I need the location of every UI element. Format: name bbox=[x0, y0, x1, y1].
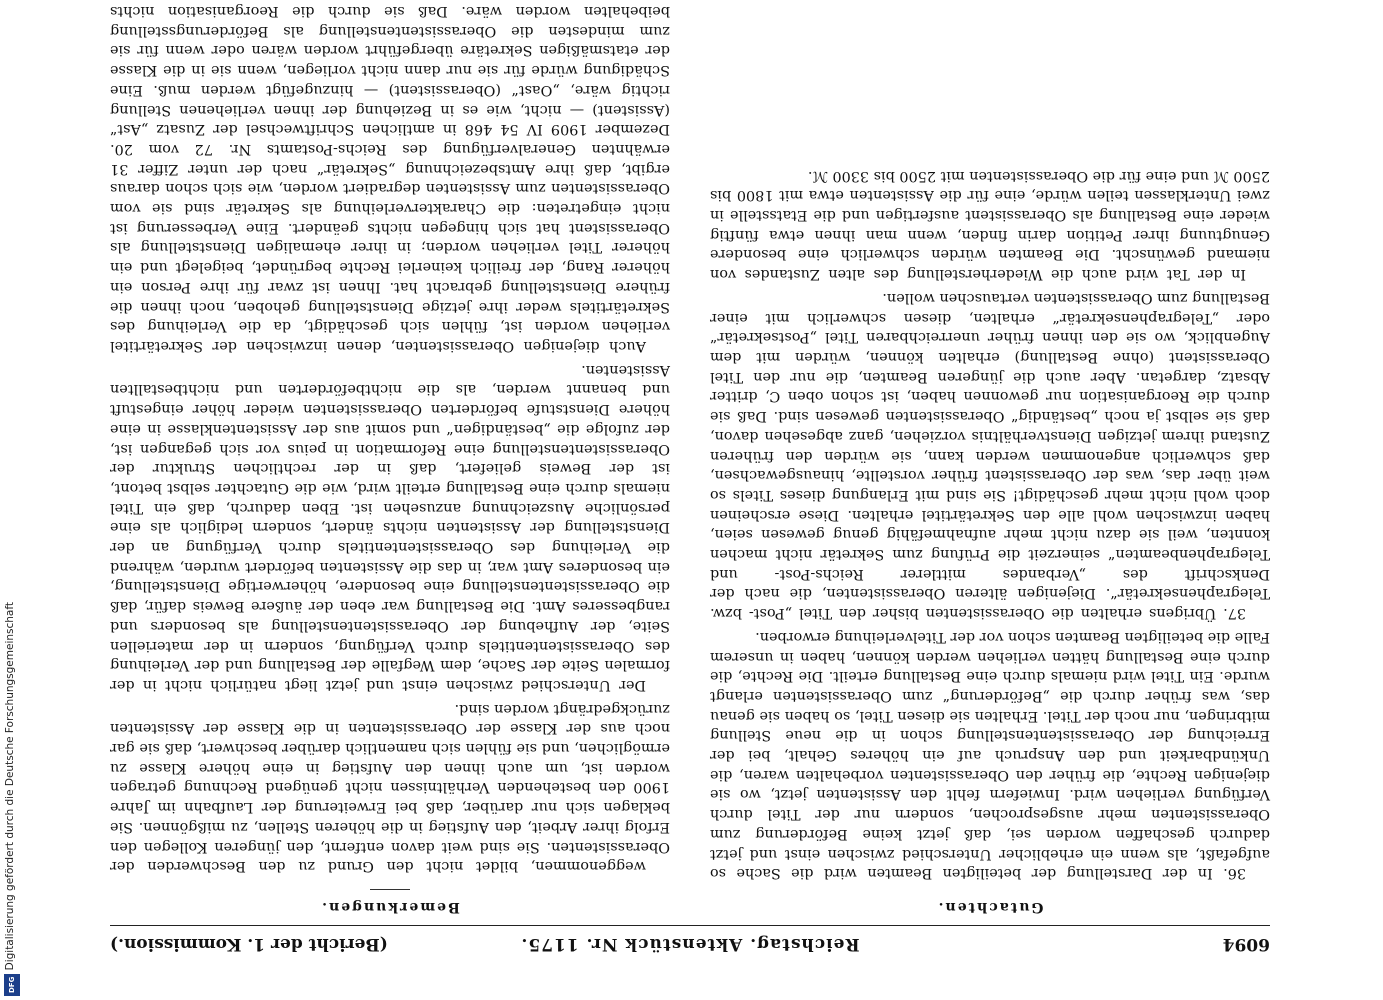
column-gutachten bbox=[710, 161, 1270, 916]
paragraph: 36. In der Darstellung der beteiligten Beamten wird die Sache so aufgefaßt, als wenn ein erheblicher Unterschied zwischen einst und jetzt dadurch geschaffen worden sei, daß jetzt keine Beförderung zum Oberassistenten mehr ausgesprochen, sondern nur der Titel durch Verfügung verliehen wird. Inwiefern fehlt den Assistenten jetzt, wo sie diejenigen Rechte, die früher den Oberassistenten vorbehalten waren, die Unkündbarkeit und den Anspruch auf ein höheres Gehalt, bei der Erreichung der Oberassistentenstellung schon in die neue Stellung mitbringen, nur noch der Titel. Erhalten sie diesen Titel, so haben sie genau das, was früher durch die „Beförderung“ zum Oberassistenten erlangt wurde. Ein Titel wird niemals durch eine Bestallung erteilt. Die Rechte, die durch eine Bestallung hätten verliehen werden können, haben in unserem Falle die beteiligten Beamten schon vor der Titelverleihung erworben. bbox=[710, 628, 1270, 882]
paragraph: In der Tat wird auch die Wiederherstellung des alten Zustandes von niemand gewünscht. Die Beamten würden schwerlich eine besondere Genugtuung ihrer Petition darin finden, wenn man ihnen etwa fünftig wieder eine Bestallung als Oberassistent ausfertigen und die Etatsstelle in zwei Unterklassen teilen würde, eine für die Assistenten etwa mit 1800 bis 2500 ℳ und eine für die Oberassistenten mit 2500 bis 3300 ℳ. bbox=[710, 167, 1270, 283]
column-heading bbox=[710, 896, 1270, 916]
page-number: 6094 bbox=[1222, 934, 1270, 954]
credit-text: Digitalisierung gefördert durch die Deutsche Forschungsgemeinschaft bbox=[4, 601, 16, 970]
heading-text: Bemerkungen. bbox=[320, 899, 460, 915]
paragraph: Auch diejenigen Oberassistenten, denen inzwischen der Sekretärtitel verliehen worden ist, fühlen sich geschädigt, da die Verleihung des Sekretärtitels weder ihre jetzige Dienststellung gehoben, noch ihnen die frühere Dienststellung gebracht hat. Ihnen ist zwar für ihre Person ein höherer Rang, der freilich keinerlei Rechte begründet, beigelegt und ein höherer Titel verliehen worden; in ihrer ehemaligen Dienststellung als Oberassistent hat sich hingegen nichts geändert. Eine Verbesserung ist nicht eingetreten: die Charakterverleihung als Sekretär sind sie vom Oberassistenten zum Assistenten degradiert worden, wie sich schon daraus ergibt, daß ihre Amtsbezeichnung „Sekretär“ nach der unter Ziffer 31 erwähnten Generalverfügung des Reichs-Postamts Nr. 72 vom 20. Dezember 1909 IV 54 468 in amtlichen Schriftwechsel der Zusatz „Ast“ (Assistent) — nicht, wie es in Beziehung der ihnen verliehenen Stellung richtig wäre, „Oast“ (Oberassistent) — hinzugefügt werden muß. Eine Schädigung würde für sie nur dann nicht vorliegen, wenn sie in die Klasse der etatsmäßigen Sekretäre übergeführt worden wären oder wenn für sie zum mindesten die Oberassistentenstellung als Beförderungsstellung beibehalten worden wäre. Daß sie durch die Reorganisation nichts bbox=[110, 3, 670, 355]
dfg-logo: DFG bbox=[4, 974, 20, 996]
column-heading bbox=[110, 889, 670, 916]
report-label: (Bericht der 1. Kommission.) bbox=[110, 934, 388, 954]
column-bemerkungen bbox=[110, 0, 670, 916]
heading-text: Gutachten. bbox=[936, 899, 1044, 915]
scanned-page bbox=[70, 0, 1310, 1000]
paragraph: weggenommen, bildet nicht den Grund zu den Beschwerden der Oberassistenten. Sie sind weit davon entfernt, den jüngeren Kollegen den Erfolg ihrer Arbeit, den Aufstieg in die höheren Stellen, zu mißgönnen. Sie beklagen sich nur darüber, daß bei Erweiterung der Laufbahn im Jahre 1900 den bestehenden Verhältnissen nicht genügend Rechnung getragen worden ist, um auch ihnen den Aufstieg in eine höhere Klasse zu ermöglichen, und sie fühlen sich namentlich darüber beschwert, daß sie gar noch aus der Klasse der Oberassistenten in die Klasse der Assistenten zurückgedrängt worden sind. bbox=[110, 700, 670, 875]
heading-rule bbox=[370, 889, 410, 890]
paragraph: Der Unterschied zwischen einst und jetzt liegt natürlich nicht in der formalen Seite der Sache, dem Wegfalle der Bestallung und der Verleihung des Oberassistententitels durch Verfügung, sondern in der materiellen Seite, der Aufhebung der Oberassistentenstellung als besonders und rangbesseres Amt. Die Bestallung war eben der äußere Beweis dafür, daß die Oberassistentenstellung eine besondere, höherwertige Dienststellung, ein besonderes Amt war, in das die Assistenten befördert wurden, während die Verleihung des Oberassistententitels durch Verfügung an der Dienststellung der Assistenten nichts ändert, sondern lediglich als eine persönliche Auszeichnung anzusehen ist. Eben dadurch, daß ein Titel niemals durch eine Bestallung erteilt wird, wie die Gutachter selbst betont, ist der Beweis geliefert, daß in der rechtlichen Struktur der Oberassistentenstellung eine Reformation in peius vor sich gegangen ist, der zufolge die „beständigen“ und somit aus der Assistentenklasse in eine höhere Dienststufe beförderten Oberassistenten wieder höher eingestuft und benannt werden, als die nichtbeförderten und nichtbestallten Assistenten. bbox=[110, 361, 670, 693]
running-title: Reichstag. Aktenstück Nr. 1175. bbox=[520, 934, 860, 954]
page-content bbox=[110, 3, 1270, 960]
page-header bbox=[110, 925, 1270, 960]
digitization-credit bbox=[0, 0, 26, 1000]
paragraph: 37. Übrigens erhalten die Oberassistenten bisher den Titel „Post- bzw. Telegraphensekretär“. Diejenigen älteren Oberassistenten, die nach der Denkschrift des „Verbandes mittlerer Reichs-Post- und Telegraphenbeamten“ seinerzeit die Prüfung zum Sekretär nicht machen konnten, weil sie dazu nicht mehr aufnahmefähig genug gewesen seien, haben inzwischen wohl alle den Sekretärtitel erhalten. Diese erscheinen doch wohl nicht mehr geschädigt! Sie sind mit Erlangung dieses Titels so weit über das, was der Oberassistent früher vorstellte, hinausgewachsen, daß schwerlich angenommen werden kann, sie würden den früheren Zustand ihrem jetzigen Dienstverhältnis vorziehen, ganz abgesehen davon, daß sie selbst ja noch „beständig“ Oberassistenten gewesen sind. Daß sie durch die Reorganisation nur gewonnen haben, ist schon oben C, dritter Absatz, dargetan. Aber auch die jüngeren Beamten, die nur den Titel Oberassistent (ohne Bestallung) erhalten können, würden mit dem Augenblick, wo sie den ihnen früher unerreichbaren Titel „Postsekretär“ oder „Telegraphensekretär“ erhalten, diesen schwerlich mit einer Bestallung zum Oberassistenten vertauschen wollen. bbox=[710, 289, 1270, 622]
